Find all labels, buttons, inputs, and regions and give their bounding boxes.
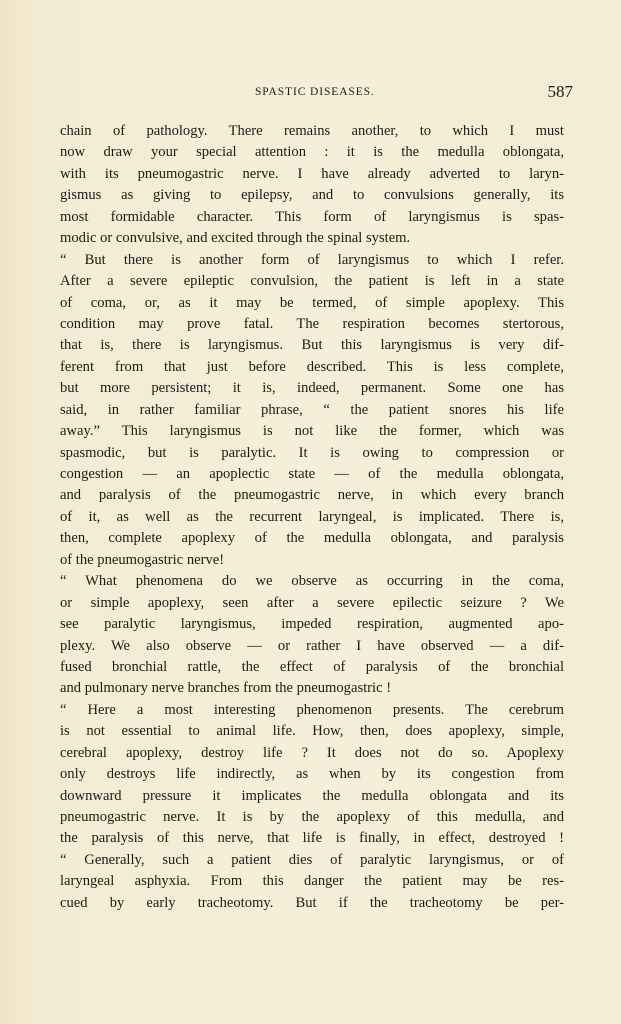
text-line: congestion — an apoplectic state — of the medulla oblongata, [60, 466, 564, 482]
text-line: modic or convulsive, and excited through the spinal system. [60, 230, 411, 247]
text-line: most formidable character. This form of laryngismus is spas- [60, 208, 564, 225]
text-line: plexy. We also observe — or rather I have observed — a dif- [60, 637, 564, 654]
text-line: “ But there is another form of laryngismus to which I refer. [60, 251, 564, 268]
page-number: 587 [547, 82, 573, 101]
text-line: is not essential to animal life. How, then, does apoplexy, simple, [60, 723, 564, 740]
text-line: away.” This laryngismus is not like the former, which was [60, 423, 564, 440]
text-line: and paralysis of the pneumogastric nerve, in which every branch [60, 487, 564, 504]
text-line: but more persistent; it is, indeed, permanent. Some one has [60, 380, 564, 397]
text-line: After a severe epileptic convulsion, the patient is left in a state [60, 273, 564, 290]
text-line: with its pneumogastric nerve. I have already adverted to laryn- [60, 165, 564, 182]
text-line: see paralytic laryngismus, impeded respiration, augmented apo- [60, 616, 564, 633]
text-line: cerebral apoplexy, destroy life ? It does not do so. Apoplexy [60, 744, 564, 761]
text-line: fused bronchial rattle, the effect of paralysis of the bronchial [60, 658, 564, 675]
text-line: gismus as giving to epilepsy, and to convulsions generally, its [60, 187, 564, 204]
text-line: “ What phenomena do we observe as occurring in the coma, [60, 573, 564, 590]
text-line: pneumogastric nerve. It is by the apoplexy of this medulla, and [60, 809, 564, 825]
text-line: of the pneumogastric nerve! [60, 551, 225, 568]
body-text [60, 121, 564, 914]
text-line: the paralysis of this nerve, that life is finally, in effect, destroyed ! [60, 830, 564, 847]
text-line: ferent from that just before described. This is less complete, [60, 358, 564, 375]
running-head: SPASTIC DISEASES. [255, 86, 375, 98]
text-line: only destroys life indirectly, as when by its congestion from [60, 766, 564, 783]
text-line: of it, as well as the recurrent laryngeal, is implicated. There is, [60, 508, 564, 525]
text-line: that is, there is laryngismus. But this laryngismus is very dif- [60, 337, 564, 354]
text-line: downward pressure it implicates the medulla oblongata and its [60, 787, 564, 804]
text-line: condition may prove fatal. The respiration becomes stertorous, [60, 315, 564, 332]
text-line: now draw your special attention : it is the medulla oblongata, [60, 144, 564, 161]
page-header [60, 82, 573, 104]
text-line: spasmodic, but is paralytic. It is owing to compression or [60, 444, 564, 461]
text-line: cued by early tracheotomy. But if the tracheotomy be per- [60, 894, 564, 911]
text-line: and pulmonary nerve branches from the pneumogastric ! [60, 680, 392, 697]
text-line: then, complete apoplexy of the medulla oblongata, and paralysis [60, 530, 564, 547]
text-line: laryngeal asphyxia. From this danger the patient may be res- [60, 873, 564, 890]
text-line: “ Here a most interesting phenomenon presents. The cerebrum [60, 701, 564, 718]
text-line: or simple apoplexy, seen after a severe epilectic seizure ? We [60, 594, 564, 611]
text-line: chain of pathology. There remains another, to which I must [60, 123, 564, 139]
text-line: said, in rather familiar phrase, “ the patient snores his life [60, 401, 564, 418]
text-line: of coma, or, as it may be termed, of simple apoplexy. This [60, 294, 564, 311]
text-line: “ Generally, such a patient dies of paralytic laryngismus, or of [60, 851, 564, 868]
